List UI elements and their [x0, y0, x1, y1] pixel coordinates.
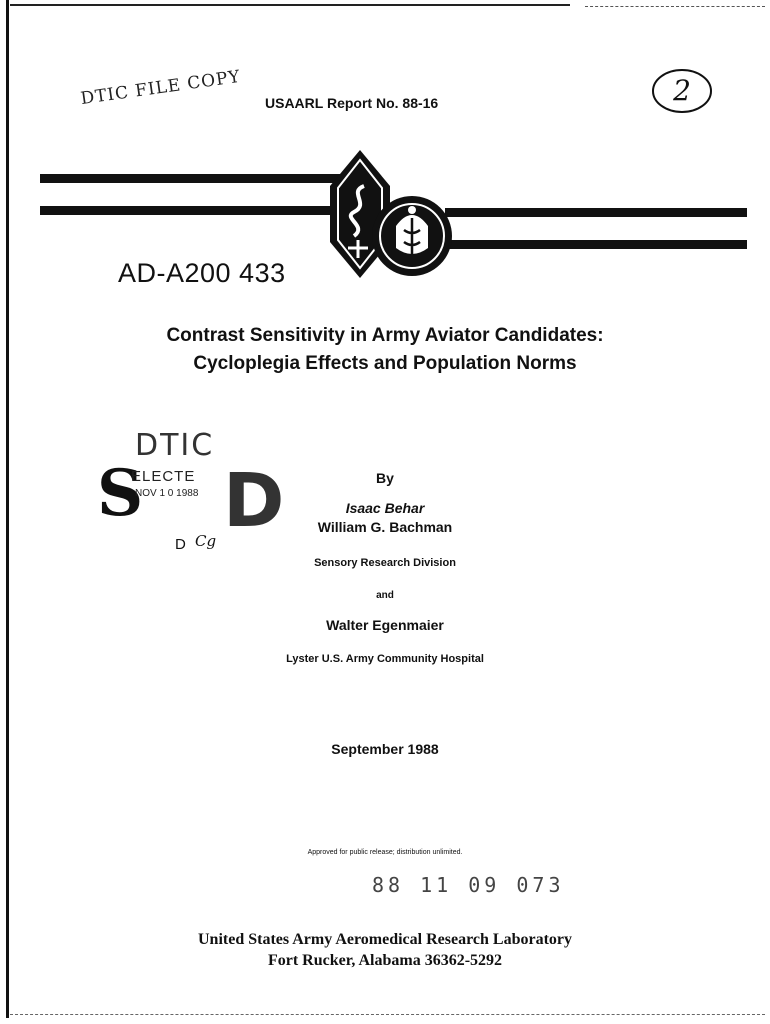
dtic-d-mark: D — [175, 536, 186, 553]
handwritten-circled-number — [650, 66, 714, 116]
and-label: and — [376, 590, 394, 601]
dtic-d-letter: D — [223, 458, 285, 544]
dtic-initials: Cg — [195, 532, 217, 550]
ad-accession-number: AD-A200 433 — [118, 258, 286, 288]
header-stripe-2-left — [40, 206, 340, 215]
file-copy-stamp: DTIC FILE COPY — [79, 66, 242, 110]
report-number: USAARL Report No. 88-16 — [265, 95, 439, 111]
accession-stamp: 88 11 09 073 — [372, 873, 565, 897]
dtic-elected-stamp — [95, 428, 285, 558]
hospital: Lyster U.S. Army Community Hospital — [286, 653, 484, 665]
elected-date: NOV 1 0 1988 — [135, 488, 199, 499]
laboratory-name: United States Army Aeromedical Research Laboratory — [197, 931, 572, 948]
elected-label: ELECTE — [131, 468, 196, 485]
page-top-dash — [585, 6, 765, 7]
release-statement: Approved for public release; distribution unlimited. — [307, 849, 463, 856]
author-1: Isaac Behar — [345, 500, 425, 516]
dtic-label: DTIC — [135, 428, 215, 463]
army-medical-insignia — [324, 146, 454, 286]
division: Sensory Research Division — [314, 557, 456, 569]
laboratory-address: Fort Rucker, Alabama 36362-5292 — [267, 952, 503, 969]
report-title-line2: Cycloplegia Effects and Population Norms — [193, 353, 577, 374]
by-label: By — [376, 470, 394, 486]
dtic-s-letter: S — [97, 456, 144, 531]
report-date: September 1988 — [331, 741, 439, 757]
report-title-line1: Contrast Sensitivity in Army Aviator Candidates: — [166, 325, 604, 346]
header-stripe-2-right — [445, 208, 747, 217]
page-bottom-border — [10, 1014, 765, 1015]
author-3: Walter Egenmaier — [326, 617, 444, 633]
handwritten-number: 2 — [673, 74, 691, 107]
author-2: William G. Bachman — [317, 519, 453, 535]
header-stripe-1 — [40, 174, 340, 183]
header-stripe-3-right — [445, 240, 747, 249]
page-top-border — [10, 4, 570, 6]
